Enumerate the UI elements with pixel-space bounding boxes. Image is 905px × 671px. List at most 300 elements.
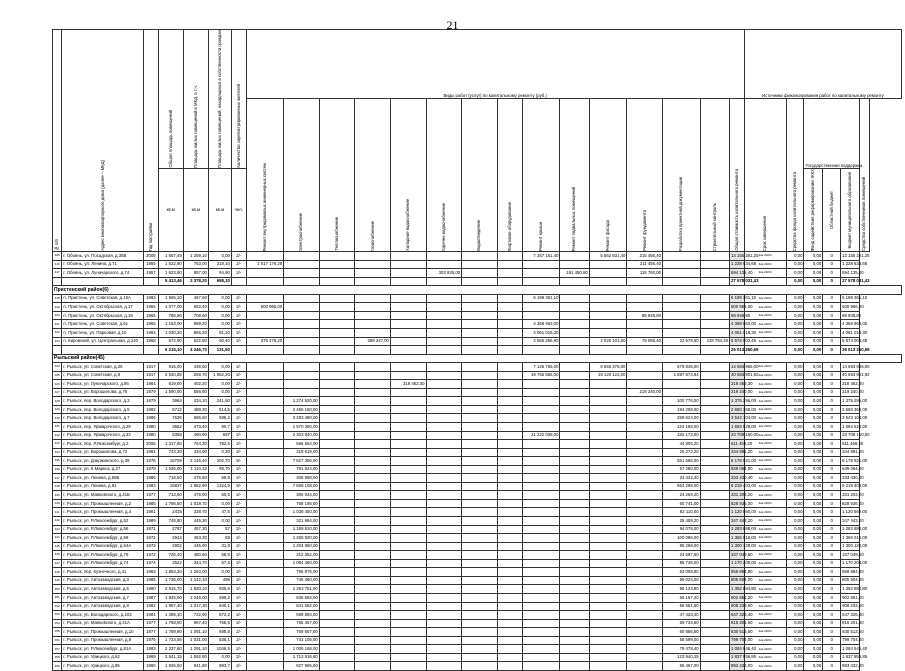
work-cost-cell: [355, 465, 391, 474]
sum-cell: 23 708 150,00: [729, 431, 744, 440]
priv-area-cell: 0,00: [208, 320, 231, 329]
work-cost-cell: [319, 363, 355, 372]
fund-cell: 0,00: [786, 602, 804, 611]
address-cell: г. Рыльск, ул. Ворошилова, д.76: [62, 388, 144, 397]
col-year-header: Год постройки: [144, 30, 159, 252]
work-cost-cell: [319, 337, 355, 346]
row-number-cell: 421: [53, 320, 62, 329]
work-cost-cell: [246, 448, 284, 457]
residents-cell: 2/-: [231, 337, 246, 346]
work-cost-cell: [522, 491, 560, 500]
work-cost-cell: 321 984,00: [284, 517, 320, 526]
date-cell: 4кв.2023г: [744, 311, 786, 320]
residents-cell: 2/-: [231, 653, 246, 662]
work-cost-cell: [355, 423, 391, 432]
work-cost-cell: [284, 252, 320, 261]
empty-cell: [53, 346, 62, 355]
work-cost-cell: [627, 645, 663, 654]
table-row: [53, 559, 902, 568]
work-cost-cell: [426, 482, 462, 491]
row-number-cell: 450: [53, 585, 62, 594]
work-cost-cell: [355, 320, 391, 329]
table-row: [53, 517, 902, 526]
table-row: [53, 414, 902, 423]
table-row: [53, 465, 902, 474]
row-number-cell: 418: [53, 294, 62, 303]
work-cost-cell: [560, 542, 589, 551]
priv-area-cell: 672,2: [208, 611, 231, 620]
work-cost-cell: [522, 405, 560, 414]
work-cost-cell: [522, 628, 560, 637]
residents-cell: 2/-: [231, 397, 246, 406]
reg-cell: 0: [823, 423, 841, 432]
work-cost-cell: [663, 260, 701, 269]
reg-cell: 0: [823, 653, 841, 662]
work-cost-cell: [462, 508, 498, 517]
res-area-cell: 480,60: [183, 551, 208, 560]
work-cost-cell: [462, 542, 498, 551]
work-cost-cell: [522, 534, 560, 543]
work-cost-cell: 7 665 108,00: [284, 482, 320, 491]
year-cell: 1983: [144, 645, 159, 654]
res-area-cell: 473,40: [183, 423, 208, 432]
work-cost-cell: [462, 534, 498, 543]
sum-cell: 600 966,00: [729, 303, 744, 312]
work-cost-cell: [246, 482, 284, 491]
work-cost-cell: [589, 303, 627, 312]
address-cell: г. Рыльск, ул. Дзержинского, д.39: [62, 457, 144, 466]
total-area-cell: 1 758,90: [158, 619, 183, 628]
work-cost-cell: [390, 448, 426, 457]
work-cost-cell: [284, 311, 320, 320]
row-number-cell: 453: [53, 611, 62, 620]
res-area-cell: 999,20: [183, 320, 208, 329]
work-cost-cell: [390, 329, 426, 338]
work-cost-cell: [497, 294, 522, 303]
reg-cell: 0: [823, 517, 841, 526]
date-cell: 4кв.2023г: [744, 329, 786, 338]
fund-cell: 0,00: [786, 440, 804, 449]
residents-cell: 2/-: [231, 431, 246, 440]
res-area-cell: 445,90: [183, 542, 208, 551]
owners-cell: 27 578 031,43: [841, 277, 860, 286]
work-cost-cell: [589, 551, 627, 560]
res-area-cell: 763,00: [183, 260, 208, 269]
work-cost-cell: [319, 252, 355, 261]
work-cost-cell: [390, 414, 426, 423]
work-cost-cell: [700, 405, 729, 414]
fed-cell: 0,00: [804, 653, 823, 662]
table-row: [53, 542, 902, 551]
work-cost-cell: [700, 568, 729, 577]
owners-cell: 26 013 260,69: [841, 346, 860, 355]
work-cost-cell: [627, 602, 663, 611]
reg-cell: 0: [823, 277, 841, 286]
work-cost-cell: [700, 585, 729, 594]
work-cost-cell: 769 657,00: [284, 628, 320, 637]
work-cost-cell: [522, 645, 560, 654]
res-area-cell: 722,90: [183, 611, 208, 620]
fund-cell: 0,00: [786, 320, 804, 329]
fund-cell: 0,00: [786, 311, 804, 320]
total-area-cell: 3 541,15: [158, 653, 183, 662]
work-cost-cell: [589, 542, 627, 551]
work-cost-cell: [284, 371, 320, 380]
sum-cell: 1 084 646,40: [729, 645, 744, 654]
work-cost-cell: [627, 568, 663, 577]
owners-cell: 1 084 646,40: [841, 645, 860, 654]
address-cell: п. Пристень, ул. Советская, д.15А: [62, 294, 144, 303]
col-work-w11-header: Ремонт фасада: [589, 99, 627, 252]
empty-cell: [144, 277, 159, 286]
row-number-cell: 440: [53, 499, 62, 508]
res-area-cell: 479,90: [183, 491, 208, 500]
row-number-cell: 442: [53, 517, 62, 526]
owners-cell: 219 240,00: [841, 388, 860, 397]
fund-cell: 0,00: [786, 636, 804, 645]
residents-cell: 9/-: [231, 457, 246, 466]
work-cost-cell: 24 269,20: [663, 491, 701, 500]
work-cost-cell: 841 682,00: [284, 602, 320, 611]
owners-cell: 333 430,40: [841, 474, 860, 483]
work-cost-cell: [246, 269, 284, 278]
owners-cell: 1 228 634,68: [841, 260, 860, 269]
address-cell: г. Рыльск, ул. Володарского, д.102: [62, 611, 144, 620]
priv-area-cell: 0,00: [208, 517, 231, 526]
address-cell: г. Рыльск, ул. Р.Люксембург, д.58: [62, 534, 144, 543]
fed-cell: 0,00: [804, 628, 823, 637]
work-cost-cell: [355, 611, 391, 620]
work-cost-cell: [462, 611, 498, 620]
work-cost-cell: [462, 388, 498, 397]
work-cost-cell: [246, 645, 284, 654]
total-area-cell: 2415: [158, 508, 183, 517]
year-cell: 1917: [144, 363, 159, 372]
work-cost-cell: [560, 380, 589, 389]
total-area-cell: 1 030,30: [158, 329, 183, 338]
date-cell: 4кв.2023г: [744, 431, 786, 440]
work-cost-cell: [426, 491, 462, 500]
work-cost-cell: [497, 491, 522, 500]
work-cost-cell: [319, 303, 355, 312]
work-cost-cell: [663, 329, 701, 338]
work-cost-cell: 57 280,00: [663, 465, 701, 474]
work-cost-cell: [560, 397, 589, 406]
year-cell: 1986: [144, 414, 159, 423]
reg-cell: 0: [823, 405, 841, 414]
work-cost-cell: [462, 559, 498, 568]
work-cost-cell: [700, 269, 729, 278]
empty-cell: [560, 277, 589, 286]
work-cost-cell: 1 084 460,00: [284, 559, 320, 568]
owners-cell: 1 366 016,00: [841, 534, 860, 543]
col-work-w7-header: Водоотведение: [462, 99, 498, 252]
year-cell: 1985: [144, 499, 159, 508]
res-area-cell: 402,20: [183, 380, 208, 389]
work-cost-cell: [560, 303, 589, 312]
address-cell: г. Рыльск, ул. Ленина, д.59Б: [62, 474, 144, 483]
reg-cell: 0: [823, 482, 841, 491]
work-cost-cell: [355, 653, 391, 662]
owners-cell: 893 432,00: [841, 662, 860, 671]
work-cost-cell: [355, 662, 391, 671]
work-cost-cell: 2 565 256,90: [522, 337, 560, 346]
empty-cell: [589, 277, 627, 286]
work-cost-cell: [627, 474, 663, 483]
res-area-cell: 1 031,00: [183, 636, 208, 645]
priv-area-cell: 0,00: [208, 294, 231, 303]
work-cost-cell: [700, 320, 729, 329]
work-cost-cell: 194 208,00: [663, 405, 701, 414]
work-cost-cell: [589, 431, 627, 440]
owners-cell: 40 693 901,92: [841, 371, 860, 380]
residents-cell: 2/-: [231, 474, 246, 483]
table-row: [53, 653, 902, 662]
year-cell: 1965: [144, 303, 159, 312]
work-cost-cell: [522, 448, 560, 457]
sum-cell: 26 013 260,69: [729, 346, 744, 355]
sum-cell: 828 936,00: [729, 499, 744, 508]
row-number-cell: 436: [53, 465, 62, 474]
col-work-w1-header: Ремонт внутридомовых инженерных систем: [246, 99, 284, 252]
fed-cell: 0,00: [804, 517, 823, 526]
address-cell: г. Рыльск, ул. Ленина, д.91: [62, 482, 144, 491]
work-cost-cell: [319, 602, 355, 611]
work-cost-cell: [390, 525, 426, 534]
work-cost-cell: [319, 568, 355, 577]
work-cost-cell: [663, 380, 701, 389]
priv-area-cell: 0,00: [208, 252, 231, 261]
work-cost-cell: [560, 593, 589, 602]
sum-cell: 908 233,60: [729, 602, 744, 611]
work-cost-cell: [560, 260, 589, 269]
work-cost-cell: [522, 457, 560, 466]
table-row: [53, 431, 902, 440]
work-cost-cell: [390, 508, 426, 517]
work-cost-cell: [497, 448, 522, 457]
owners-cell: 14 693 965,00: [841, 363, 860, 372]
work-cost-cell: [319, 525, 355, 534]
empty-cell: [700, 346, 729, 355]
owners-cell: 859 884,80: [841, 568, 860, 577]
col-priv-area-header: Площадь жилых помещений, находящихся в собственности граждан: [208, 30, 231, 169]
fed-cell: 0,00: [804, 491, 823, 500]
work-cost-cell: [355, 363, 391, 372]
col-num-header: № п/п: [53, 30, 62, 252]
work-cost-cell: [355, 585, 391, 594]
work-cost-cell: 2 303 940,00: [284, 431, 320, 440]
table-row: [53, 585, 902, 594]
row-number-cell: 459: [53, 662, 62, 671]
year-cell: 1982: [144, 602, 159, 611]
work-cost-cell: [319, 311, 355, 320]
owners-cell: 815 201,60: [841, 619, 860, 628]
residents-cell: 2/-: [231, 380, 246, 389]
fed-cell: 0,00: [804, 576, 823, 585]
total-area-cell: 2 337,60: [158, 645, 183, 654]
fund-cell: 0,00: [786, 491, 804, 500]
fed-cell: 0,00: [804, 363, 823, 372]
res-area-cell: 622,50: [183, 337, 208, 346]
address-cell: г. Рыльск, пер. Володарского, д.5: [62, 405, 144, 414]
work-cost-cell: [426, 405, 462, 414]
priv-area-cell: 698,8: [208, 628, 231, 637]
sum-cell: 3 543 104,00: [729, 414, 744, 423]
work-cost-cell: [462, 465, 498, 474]
fed-cell: 0,00: [804, 380, 823, 389]
res-area-cell: 1 592,80: [183, 653, 208, 662]
res-area-cell: 708,60: [183, 311, 208, 320]
sum-cell: 5 574 003,49: [729, 337, 744, 346]
year-cell: 1977: [144, 628, 159, 637]
fund-cell: 0,00: [786, 645, 804, 654]
work-cost-cell: 25 272,20: [663, 448, 701, 457]
priv-area-cell: 31,8: [208, 542, 231, 551]
owners-cell: 828 936,00: [841, 499, 860, 508]
residents-cell: 2/-: [231, 363, 246, 372]
address-cell: г. Рыльск, ул. Маяковского, д.41А: [62, 619, 144, 628]
res-area-cell: 1 091,10: [183, 628, 208, 637]
priv-area-cell: 935,6: [208, 585, 231, 594]
total-area-cell: 5 413,46: [158, 277, 183, 286]
fund-cell: 0,00: [786, 431, 804, 440]
work-cost-cell: [522, 388, 560, 397]
priv-area-cell: 0,00: [208, 303, 231, 312]
sum-cell: 830 513,60: [729, 628, 744, 637]
res-area-cell: 1 317,30: [183, 602, 208, 611]
work-cost-cell: [589, 397, 627, 406]
work-cost-cell: 19 755 556,00: [522, 371, 560, 380]
owners-cell: 805 504,00: [841, 576, 860, 585]
reg-cell: 0: [823, 551, 841, 560]
year-cell: 1986: [144, 474, 159, 483]
fed-cell: 0,00: [804, 551, 823, 560]
fund-cell: 0,00: [786, 337, 804, 346]
work-cost-cell: [589, 448, 627, 457]
table-row: [53, 269, 902, 278]
row-number-cell: 446: [53, 551, 62, 560]
date-cell: 4кв.2023г: [744, 252, 786, 261]
priv-area-cell: 59: [208, 534, 231, 543]
work-cost-cell: [700, 311, 729, 320]
reg-cell: 0: [823, 260, 841, 269]
owners-cell: 1 120 560,00: [841, 508, 860, 517]
total-area-cell: 2 915,70: [158, 585, 183, 594]
work-cost-cell: [462, 329, 498, 338]
work-cost-cell: 82 110,00: [663, 508, 701, 517]
work-cost-cell: [589, 414, 627, 423]
work-cost-cell: [522, 542, 560, 551]
owners-cell: 1 375 296,00: [841, 397, 860, 406]
work-cost-cell: [426, 602, 462, 611]
fed-cell: 0,00: [804, 568, 823, 577]
reg-cell: 0: [823, 269, 841, 278]
work-cost-cell: [497, 559, 522, 568]
work-cost-cell: [497, 260, 522, 269]
fund-cell: 0,00: [786, 414, 804, 423]
work-cost-cell: [319, 653, 355, 662]
section-title-row: [53, 354, 902, 363]
work-cost-cell: [589, 482, 627, 491]
fed-cell: 0,00: [804, 525, 823, 534]
col-residents-header: Количество зарегистрированных жителей: [231, 30, 246, 169]
work-cost-cell: [560, 474, 589, 483]
work-cost-cell: [522, 423, 560, 432]
row-number-cell: 444: [53, 534, 62, 543]
row-number-cell: 432: [53, 431, 62, 440]
row-number-cell: 431: [53, 423, 62, 432]
work-cost-cell: [355, 636, 391, 645]
work-cost-cell: [663, 388, 701, 397]
address-cell: г. Рыльск, ул. Р.Люксембург, д.79: [62, 551, 144, 560]
work-cost-cell: 303 925,00: [426, 269, 462, 278]
work-cost-cell: [246, 628, 284, 637]
table-row: [53, 593, 902, 602]
owners-cell: 318 462,30: [841, 380, 860, 389]
address-cell: г. Рыльск, ул. Промышленная, д.2: [62, 499, 144, 508]
date-cell: 4кв.2023г: [744, 482, 786, 491]
table-row: [53, 320, 902, 329]
work-cost-cell: 7 627 356,00: [284, 457, 320, 466]
priv-area-cell: 536,1: [208, 636, 231, 645]
total-area-cell: 1 926,50: [158, 662, 183, 671]
work-cost-cell: [522, 380, 560, 389]
work-cost-cell: [390, 499, 426, 508]
owners-cell: 799 704,00: [841, 636, 860, 645]
date-cell: 4кв.2023г: [744, 260, 786, 269]
fund-cell: 0,00: [786, 397, 804, 406]
res-area-cell: 857,00: [183, 269, 208, 278]
work-cost-cell: [522, 440, 560, 449]
table-row: [53, 551, 902, 560]
work-cost-cell: 289 347,00: [355, 337, 391, 346]
work-cost-cell: [319, 662, 355, 671]
work-cost-cell: [284, 294, 320, 303]
total-area-cell: 1 395,10: [158, 611, 183, 620]
work-cost-cell: [246, 405, 284, 414]
owners-cell: 347 443,20: [841, 517, 860, 526]
work-cost-cell: [426, 465, 462, 474]
date-cell: 4кв.2023г: [744, 465, 786, 474]
work-cost-cell: [462, 457, 498, 466]
work-cost-cell: [700, 559, 729, 568]
address-cell: г. Рыльск, ул. Р.Люксембург, д.52: [62, 517, 144, 526]
res-area-cell: 488,30: [183, 405, 208, 414]
work-cost-cell: [390, 457, 426, 466]
col-work-w2-header: Электроснабжение: [284, 99, 320, 252]
work-cost-cell: 85 748,00: [663, 559, 701, 568]
work-cost-cell: [390, 431, 426, 440]
address-cell: г. Рыльск, ул. Автозаводская, д.7: [62, 593, 144, 602]
row-number-cell: 422: [53, 329, 62, 338]
table-row: [53, 423, 902, 432]
res-area-cell: 1 142,10: [183, 576, 208, 585]
work-cost-cell: [522, 619, 560, 628]
empty-cell: [231, 346, 246, 355]
res-area-cell: 4 246,70: [183, 346, 208, 355]
residents-cell: 2/-: [231, 423, 246, 432]
work-cost-cell: [462, 499, 498, 508]
year-cell: 1974: [144, 559, 159, 568]
fund-cell: 0,00: [786, 457, 804, 466]
year-cell: 1989: [144, 653, 159, 662]
address-cell: г. Обоянь, ул. Посадская, д.35В: [62, 252, 144, 261]
work-cost-cell: [390, 252, 426, 261]
row-number-cell: 425: [53, 371, 62, 380]
work-cost-cell: [663, 252, 701, 261]
work-cost-cell: [319, 405, 355, 414]
address-cell: г. Рыльск, ул. Автозаводская, д.6: [62, 585, 144, 594]
